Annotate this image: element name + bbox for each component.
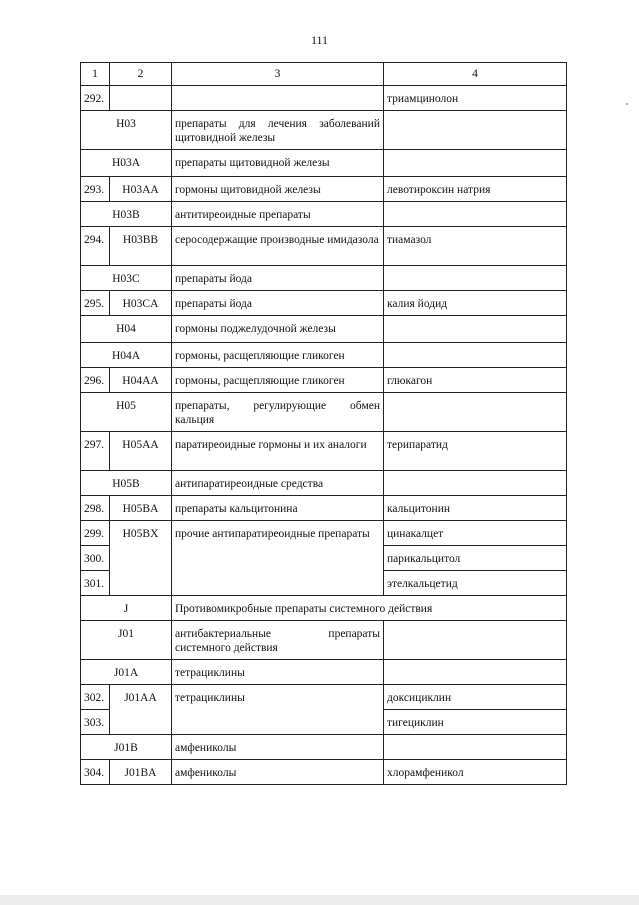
drug-name [384,316,567,343]
drug-name: триамцинолон [384,86,567,111]
table-row [81,660,567,685]
group-name: прочие антипаратиреоидные препараты [172,521,384,596]
drug-name [384,343,567,368]
group-name: гормоны поджелудочной железы [172,316,384,343]
atc-code: H05 [81,393,172,432]
atc-code: J01 [81,621,172,660]
group-name: препараты йода [172,291,384,316]
atc-code: H03BB [110,227,172,266]
header-cell: 3 [172,63,384,86]
header-cell: 1 [81,63,110,86]
atc-code: H05BX [110,521,172,596]
header-cell: 4 [384,63,567,86]
drug-name: глюкагон [384,368,567,393]
group-name: препараты кальцитонина [172,496,384,521]
table-row [81,393,567,432]
group-name: препараты, регулирующие обмен кальция [172,393,384,432]
drug-name [384,621,567,660]
atc-code: H03B [81,202,172,227]
group-name: Противомикробные препараты системного действия [172,596,567,621]
atc-code: H03 [81,111,172,150]
scan-bottom-strip [0,895,639,905]
drug-name [384,471,567,496]
atc-code: J01AA [110,685,172,735]
table-row [81,177,567,202]
table-row [81,266,567,291]
group-name: препараты для лечения заболеваний щитовидной железы [172,111,384,150]
table-row [81,521,567,546]
atc-code: H05BA [110,496,172,521]
drug-name: цинакалцет [384,521,567,546]
row-number: 300. [81,546,110,571]
table-row [81,227,567,266]
drug-table [80,62,567,785]
group-name: серосодержащие производные имидазола [172,227,384,266]
header-cell: 2 [110,63,172,86]
drug-name: калия йодид [384,291,567,316]
table-row [81,432,567,471]
drug-name: доксициклин [384,685,567,710]
table-row [81,316,567,343]
table-row [81,596,567,621]
drug-name [384,266,567,291]
table-row [81,621,567,660]
drug-name [384,660,567,685]
atc-code: H03C [81,266,172,291]
row-number: 296. [81,368,110,393]
group-name: антитиреоидные препараты [172,202,384,227]
row-number: 301. [81,571,110,596]
group-name: амфениколы [172,760,384,785]
group-name [172,86,384,111]
table-row [81,202,567,227]
row-number: 299. [81,521,110,546]
group-name: препараты щитовидной железы [172,150,384,177]
drug-name: левотироксин натрия [384,177,567,202]
group-name: тетрациклины [172,685,384,735]
drug-name: кальцитонин [384,496,567,521]
drug-name [384,393,567,432]
group-name: паратиреоидные гормоны и их аналоги [172,432,384,471]
table-row [81,471,567,496]
atc-code: J01A [81,660,172,685]
drug-name: тиамазол [384,227,567,266]
table-row [81,685,567,710]
table-row [81,343,567,368]
scan-speck [626,103,628,105]
drug-name: тигециклин [384,710,567,735]
drug-name [384,202,567,227]
group-name: гормоны щитовидной железы [172,177,384,202]
atc-code: H05B [81,471,172,496]
table-header-row [81,63,567,86]
page-number: 111 [310,33,329,47]
atc-code: J01BA [110,760,172,785]
table-row [81,760,567,785]
table-row [81,111,567,150]
atc-code: H04A [81,343,172,368]
table-row [81,86,567,111]
table-row [81,150,567,177]
atc-code: J01B [81,735,172,760]
atc-code: H04AA [110,368,172,393]
row-number: 295. [81,291,110,316]
row-number: 304. [81,760,110,785]
table-row [81,368,567,393]
row-number: 292. [81,86,110,111]
group-name: препараты йода [172,266,384,291]
drug-name [384,111,567,150]
drug-name [384,735,567,760]
atc-code: H03CA [110,291,172,316]
group-name: антипаратиреоидные средства [172,471,384,496]
atc-code: H03A [81,150,172,177]
row-number: 297. [81,432,110,471]
group-name: тетрациклины [172,660,384,685]
atc-code: H04 [81,316,172,343]
row-number: 303. [81,710,110,735]
table-row [81,496,567,521]
drug-name [384,150,567,177]
drug-name: хлорамфеникол [384,760,567,785]
drug-name: терипаратид [384,432,567,471]
group-name: антибактериальные препараты системного действия [172,621,384,660]
group-name: гормоны, расщепляющие гликоген [172,368,384,393]
row-number: 302. [81,685,110,710]
row-number: 294. [81,227,110,266]
drug-name: парикальцитол [384,546,567,571]
group-name: амфениколы [172,735,384,760]
atc-code: J [81,596,172,621]
drug-name: этелкальцетид [384,571,567,596]
atc-code: H05AA [110,432,172,471]
row-number: 298. [81,496,110,521]
row-number: 293. [81,177,110,202]
group-name: гормоны, расщепляющие гликоген [172,343,384,368]
atc-code [110,86,172,111]
table-row [81,735,567,760]
table-row [81,291,567,316]
atc-code: H03AA [110,177,172,202]
